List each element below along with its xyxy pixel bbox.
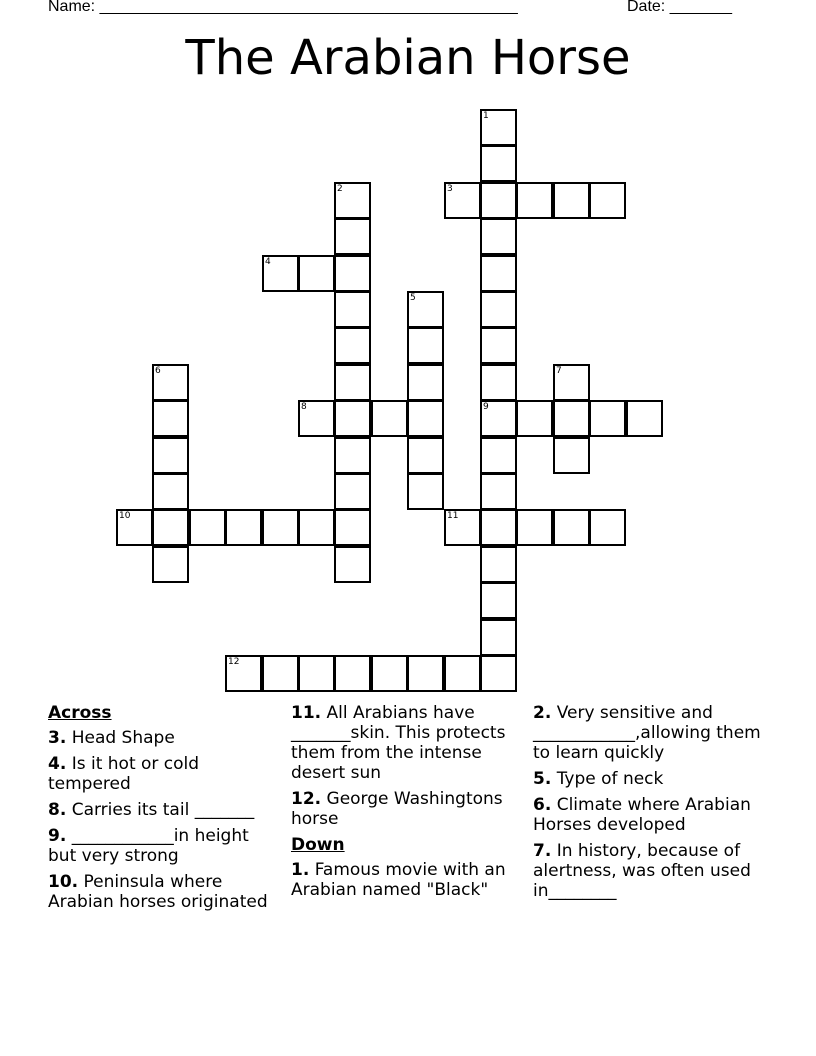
grid-cell[interactable] — [262, 255, 299, 292]
grid-cell[interactable] — [407, 327, 444, 364]
cell-number: 3 — [447, 184, 453, 194]
grid-cell[interactable] — [334, 327, 371, 364]
grid-cell[interactable] — [189, 509, 226, 546]
grid-cell[interactable] — [152, 364, 189, 401]
grid-cell[interactable] — [480, 473, 517, 510]
grid-cell[interactable] — [371, 400, 408, 437]
grid-cell[interactable] — [480, 109, 517, 146]
date-field: Date: _______ — [627, 0, 732, 15]
clue-across-10: 10. Peninsula where Arabian horses originated — [48, 872, 268, 912]
cell-number: 2 — [337, 184, 343, 194]
grid-cell[interactable] — [480, 509, 517, 546]
grid-cell[interactable] — [553, 437, 590, 474]
clue-across-8: 8. Carries its tail _______ — [48, 800, 255, 820]
cell-number: 1 — [483, 111, 489, 121]
grid-cell[interactable] — [480, 364, 517, 401]
grid-cell[interactable] — [480, 400, 517, 437]
grid-cell[interactable] — [262, 509, 299, 546]
grid-cell[interactable] — [152, 509, 189, 546]
clue-across-3: 3. Head Shape — [48, 728, 175, 748]
cell-number: 12 — [228, 657, 240, 667]
grid-cell[interactable] — [152, 546, 189, 583]
grid-cell[interactable] — [334, 400, 371, 437]
clue-down-2: 2. Very sensitive and ____________,allowing them to learn quickly — [533, 703, 761, 763]
grid-cell[interactable] — [152, 473, 189, 510]
grid-cell[interactable] — [298, 400, 335, 437]
grid-cell[interactable] — [298, 655, 335, 692]
grid-cell[interactable] — [516, 182, 553, 219]
grid-cell[interactable] — [225, 509, 262, 546]
grid-cell[interactable] — [407, 473, 444, 510]
down-heading: Down — [291, 835, 345, 855]
grid-cell[interactable] — [553, 364, 590, 401]
grid-cell[interactable] — [480, 218, 517, 255]
grid-cell[interactable] — [407, 291, 444, 328]
clues-column-3 — [533, 703, 763, 907]
grid-cell[interactable] — [225, 655, 262, 692]
grid-cell[interactable] — [334, 364, 371, 401]
cell-number: 6 — [155, 366, 161, 376]
cell-number: 4 — [265, 257, 271, 267]
clues-column-2 — [291, 703, 526, 906]
grid-cell[interactable] — [334, 255, 371, 292]
grid-cell[interactable] — [480, 327, 517, 364]
grid-cell[interactable] — [553, 509, 590, 546]
grid-cell[interactable] — [334, 218, 371, 255]
grid-cell[interactable] — [480, 619, 517, 656]
grid-cell[interactable] — [334, 182, 371, 219]
grid-cell[interactable] — [152, 437, 189, 474]
clue-down-5: 5. Type of neck — [533, 769, 664, 789]
clue-down-6: 6. Climate where Arabian Horses developed — [533, 795, 751, 835]
grid-cell[interactable] — [516, 509, 553, 546]
grid-cell[interactable] — [334, 655, 371, 692]
grid-cell[interactable] — [589, 400, 626, 437]
grid-cell[interactable] — [480, 655, 517, 692]
clue-across-9: 9. ____________in height but very strong — [48, 826, 249, 866]
grid-cell[interactable] — [480, 182, 517, 219]
grid-cell[interactable] — [480, 255, 517, 292]
across-heading: Across — [48, 703, 112, 723]
cell-number: 10 — [119, 511, 131, 521]
grid-cell[interactable] — [589, 182, 626, 219]
grid-cell[interactable] — [480, 291, 517, 328]
grid-cell[interactable] — [407, 437, 444, 474]
grid-cell[interactable] — [298, 509, 335, 546]
grid-cell[interactable] — [262, 655, 299, 692]
cell-number: 7 — [556, 366, 562, 376]
grid-cell[interactable] — [407, 364, 444, 401]
grid-cell[interactable] — [444, 509, 481, 546]
grid-cell[interactable] — [444, 182, 481, 219]
grid-cell[interactable] — [116, 509, 153, 546]
grid-cell[interactable] — [334, 437, 371, 474]
grid-cell[interactable] — [152, 400, 189, 437]
clue-across-11: 11. All Arabians have _______skin. This protects them from the intense desert sun — [291, 703, 506, 783]
grid-cell[interactable] — [589, 509, 626, 546]
grid-cell[interactable] — [444, 655, 481, 692]
clues-column-1 — [48, 703, 273, 918]
cell-number: 11 — [447, 511, 459, 521]
grid-cell[interactable] — [407, 400, 444, 437]
grid-cell[interactable] — [407, 655, 444, 692]
grid-cell[interactable] — [480, 437, 517, 474]
grid-cell[interactable] — [371, 655, 408, 692]
cell-number: 5 — [410, 293, 416, 303]
grid-cell[interactable] — [334, 473, 371, 510]
cell-number: 8 — [301, 402, 307, 412]
grid-cell[interactable] — [553, 182, 590, 219]
grid-cell[interactable] — [298, 255, 335, 292]
grid-cell[interactable] — [334, 546, 371, 583]
grid-cell[interactable] — [516, 400, 553, 437]
grid-cell[interactable] — [480, 546, 517, 583]
cell-number: 9 — [483, 402, 489, 412]
grid-cell[interactable] — [626, 400, 663, 437]
grid-cell[interactable] — [553, 400, 590, 437]
clue-across-12: 12. George Washingtons horse — [291, 789, 503, 829]
grid-cell[interactable] — [480, 582, 517, 619]
grid-cell[interactable] — [480, 145, 517, 182]
clue-down-7: 7. In history, because of alertness, was often used in________ — [533, 841, 751, 901]
grid-cell[interactable] — [334, 509, 371, 546]
clue-down-1: 1. Famous movie with an Arabian named "Black" — [291, 860, 506, 900]
page-title: The Arabian Horse — [185, 30, 631, 86]
name-field: Name: _______________________________________________ — [48, 0, 518, 15]
grid-cell[interactable] — [334, 291, 371, 328]
clue-across-4: 4. Is it hot or cold tempered — [48, 754, 200, 794]
